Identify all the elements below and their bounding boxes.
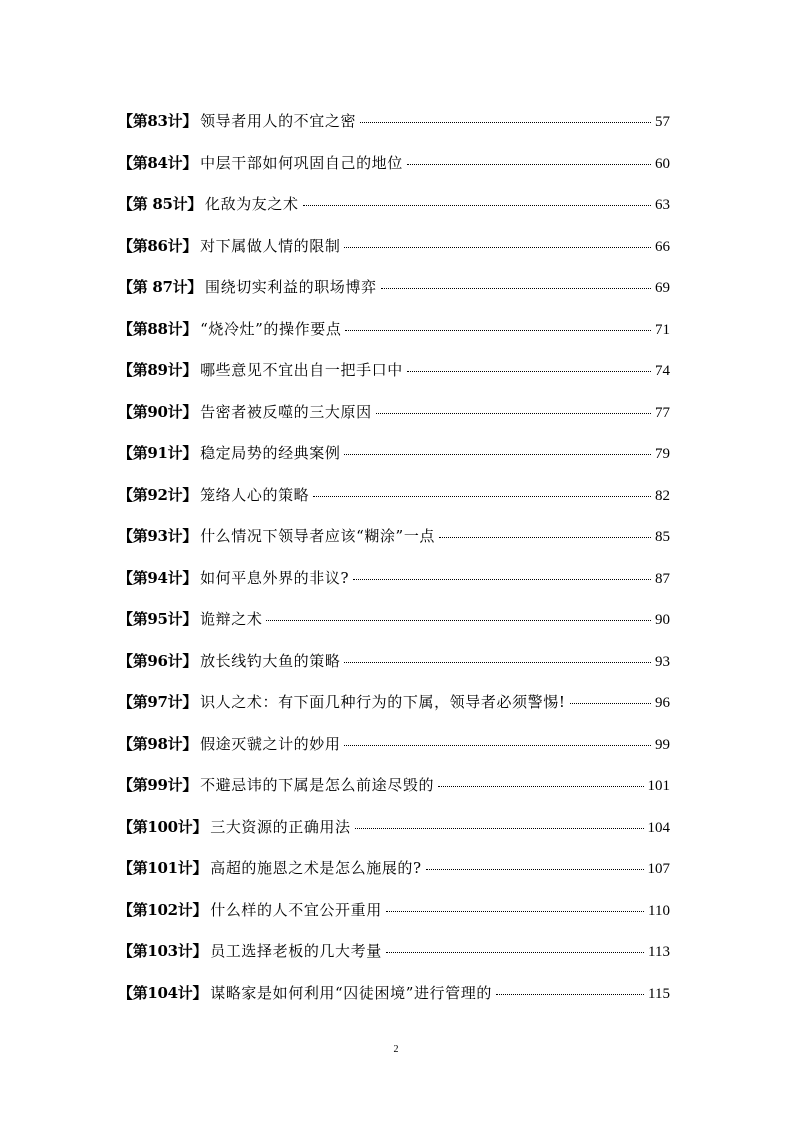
toc-entry-page: 90 <box>655 612 670 628</box>
toc-entry-number: 【第 85计】 <box>118 195 202 213</box>
toc-dot-leader <box>570 703 651 704</box>
toc-entry-page: 66 <box>655 238 670 255</box>
toc-entry-number: 【第84计】 <box>118 153 198 172</box>
toc-dot-leader <box>344 662 651 663</box>
toc-entry-page: 104 <box>647 819 670 836</box>
toc-dot-leader <box>345 330 651 331</box>
toc-entry-page: 115 <box>648 985 670 1002</box>
toc-entry[interactable] <box>118 516 670 558</box>
toc-entry-page: 110 <box>648 902 670 919</box>
toc-entry-title: “烧冷灶”的操作要点 <box>200 319 342 338</box>
toc-entry-number: 【第83计】 <box>118 112 198 130</box>
toc-entry-number: 【第98计】 <box>118 734 198 753</box>
toc-entry-page: 93 <box>655 653 670 670</box>
toc-dot-leader <box>360 122 651 123</box>
toc-dot-leader <box>438 786 643 787</box>
toc-entry-number: 【第99计】 <box>118 776 198 794</box>
toc-entry-title: 围绕切实利益的职场博弈 <box>205 278 377 296</box>
toc-entry-page: 69 <box>655 280 670 296</box>
toc-entry-title: 笼络人心的策略 <box>200 485 310 504</box>
toc-entry[interactable] <box>118 433 670 475</box>
toc-entry[interactable] <box>118 848 670 890</box>
toc-entry-page: 71 <box>655 321 670 338</box>
toc-entry-number: 【第104计】 <box>118 983 208 1002</box>
toc-entry-number: 【第93计】 <box>118 527 198 545</box>
toc-entry[interactable] <box>118 475 670 517</box>
toc-entry-number: 【第86计】 <box>118 236 198 255</box>
toc-entry-title: 识人之术：有下面几种行为的下属，领导者必须警惕! <box>200 693 566 711</box>
toc-entry-page: 74 <box>655 363 670 379</box>
toc-entry-page: 99 <box>655 736 670 753</box>
toc-entry-title: 不避忌讳的下属是怎么前途尽毁的 <box>200 776 435 794</box>
toc-dot-leader <box>313 496 651 497</box>
toc-entry-title: 高超的施恩之术是怎么施展的? <box>210 859 422 877</box>
toc-entry[interactable] <box>118 599 670 641</box>
toc-entry-title: 告密者被反噬的三大原因 <box>200 402 372 421</box>
toc-entry-number: 【第97计】 <box>118 693 198 711</box>
toc-entry[interactable] <box>118 184 670 226</box>
page-number: 2 <box>393 1044 399 1055</box>
toc-entry[interactable] <box>118 309 670 351</box>
toc-entry-title: 什么情况下领导者应该“糊涂”一点 <box>200 527 436 545</box>
toc-entry-page: 113 <box>648 944 670 960</box>
toc-entry[interactable] <box>118 226 670 268</box>
toc-entry-title: 化敌为友之术 <box>205 195 299 213</box>
toc-entry-page: 85 <box>655 529 670 545</box>
toc-entry-number: 【第88计】 <box>118 319 198 338</box>
toc-entry-number: 【第94计】 <box>118 568 198 587</box>
toc-entry-title: 什么样的人不宜公开重用 <box>210 900 382 919</box>
toc-entry-title: 三大资源的正确用法 <box>210 817 351 836</box>
toc-entry-page: 57 <box>655 114 670 130</box>
toc-dot-leader <box>496 994 644 995</box>
toc-entry-number: 【第96计】 <box>118 651 198 670</box>
toc-entry-number: 【第101计】 <box>118 859 208 877</box>
toc-entry-title: 哪些意见不宜出自一把手口中 <box>200 361 403 379</box>
toc-entry-title: 放长线钓大鱼的策略 <box>200 651 341 670</box>
toc-entry[interactable] <box>118 143 670 185</box>
toc-dot-leader <box>376 413 651 414</box>
toc-entry-title: 员工选择老板的几大考量 <box>210 942 382 960</box>
toc-entry[interactable] <box>118 267 670 309</box>
toc-entry[interactable] <box>118 807 670 849</box>
toc-entry-number: 【第91计】 <box>118 444 198 462</box>
toc-entry-page: 87 <box>655 570 670 587</box>
toc-entry-page: 107 <box>647 861 670 877</box>
toc-entry-title: 假途灭虢之计的妙用 <box>200 734 341 753</box>
toc-dot-leader <box>303 205 651 206</box>
toc-entry[interactable] <box>118 101 670 143</box>
toc-entry-number: 【第89计】 <box>118 361 198 379</box>
toc-entry[interactable] <box>118 890 670 932</box>
toc-entry-number: 【第 87计】 <box>118 278 202 296</box>
toc-entry-number: 【第90计】 <box>118 402 198 421</box>
toc-entry-page: 60 <box>655 155 670 172</box>
toc-dot-leader <box>353 579 651 580</box>
toc-entry-number: 【第100计】 <box>118 817 208 836</box>
toc-entry[interactable] <box>118 641 670 683</box>
toc-entry-title: 中层干部如何巩固自己的地位 <box>200 153 403 172</box>
toc-entry[interactable] <box>118 392 670 434</box>
toc-entry-number: 【第103计】 <box>118 942 208 960</box>
toc-dot-leader <box>344 745 651 746</box>
toc-entry-title: 如何平息外界的非议? <box>200 568 350 587</box>
toc-entry-page: 77 <box>655 404 670 421</box>
toc-entry-page: 79 <box>655 446 670 462</box>
toc-entry-title: 对下属做人情的限制 <box>200 236 341 255</box>
toc-entry-number: 【第102计】 <box>118 900 208 919</box>
toc-dot-leader <box>407 164 651 165</box>
toc-entry-page: 82 <box>655 487 670 504</box>
toc-entry-title: 诡辩之术 <box>200 610 263 628</box>
toc-dot-leader <box>381 288 651 289</box>
toc-entry-number: 【第92计】 <box>118 485 198 504</box>
table-of-contents <box>118 101 670 1014</box>
toc-dot-leader <box>344 247 651 248</box>
toc-entry[interactable] <box>118 973 670 1015</box>
toc-entry-number: 【第95计】 <box>118 610 198 628</box>
toc-dot-leader <box>386 952 644 953</box>
toc-entry[interactable] <box>118 350 670 392</box>
toc-entry-page: 96 <box>655 695 670 711</box>
toc-entry[interactable] <box>118 558 670 600</box>
toc-entry[interactable] <box>118 724 670 766</box>
toc-dot-leader <box>439 537 651 538</box>
toc-dot-leader <box>266 620 651 621</box>
toc-entry-page: 63 <box>655 197 670 213</box>
toc-dot-leader <box>407 371 651 372</box>
toc-dot-leader <box>426 869 644 870</box>
toc-entry-title: 稳定局势的经典案例 <box>200 444 341 462</box>
toc-entry[interactable] <box>118 765 670 807</box>
toc-dot-leader <box>344 454 651 455</box>
toc-entry-title: 领导者用人的不宜之密 <box>200 112 357 130</box>
toc-entry[interactable] <box>118 931 670 973</box>
toc-entry-page: 101 <box>647 778 670 794</box>
toc-dot-leader <box>355 828 644 829</box>
toc-entry-title: 谋略家是如何利用“囚徒困境”进行管理的 <box>210 983 492 1002</box>
toc-entry[interactable] <box>118 682 670 724</box>
toc-dot-leader <box>386 911 644 912</box>
